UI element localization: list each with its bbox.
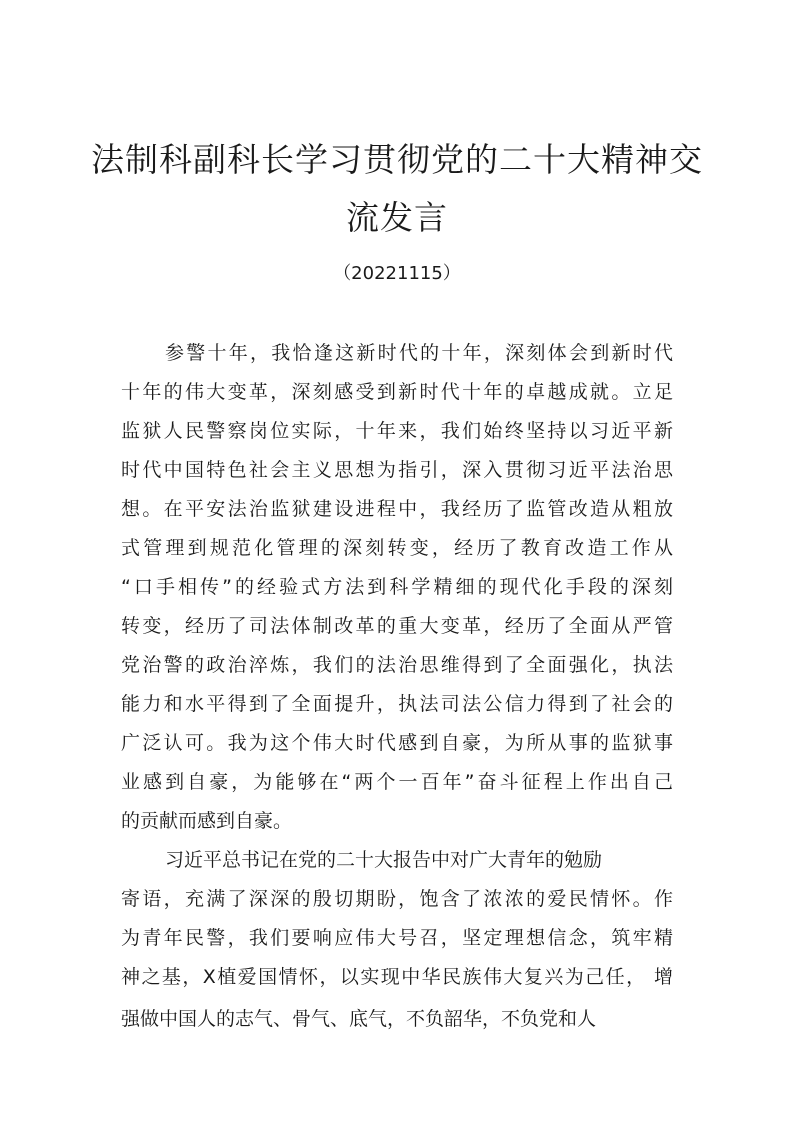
paragraph-2-line-1: 习近平总书记在党的二十大报告中对广大青年的勉励 (165, 849, 603, 871)
paragraph-1-line-6: 式管理到规范化管理的深刻转变，经历了教育改造工作从 (121, 537, 673, 559)
paragraph-1-line-4: 时代中国特色社会主义思想为指引，深入贯彻习近平法治思 (121, 459, 673, 481)
paragraph-1-line-3: 监狱人民警察岗位实际，十年来，我们始终坚持以习近平新 (121, 420, 673, 442)
document-title-line-1: 法制科副科长学习贯彻党的二十大精神交 (91, 140, 703, 179)
paragraph-1-line-12: 业感到自豪，为能够在“两个一百年”奋斗征程上作出自己 (121, 771, 673, 793)
document-date: （20221115） (333, 263, 461, 284)
paragraph-1-line-9: 党治警的政治淬炼，我们的法治思维得到了全面强化，执法 (121, 654, 673, 676)
paragraph-2-line-2: 寄语，充满了深深的殷切期盼，饱含了浓浓的爱民情怀。作 (121, 888, 673, 910)
paragraph-1-line-11: 广泛认可。我为这个伟大时代感到自豪，为所从事的监狱事 (121, 732, 673, 754)
paragraph-2-line-5: 强做中国人的志气、骨气、底气，不负韶华，不负党和人 (121, 1008, 597, 1030)
paragraph-1-line-7: “口手相传”的经验式方法到科学精细的现代化手段的深刻 (121, 576, 673, 598)
document-body (121, 336, 673, 1041)
paragraph-1-line-8: 转变，经历了司法体制改革的重大变革，经历了全面从严管 (121, 615, 673, 637)
paragraph-1-line-1: 参警十年，我恰逢这新时代的十年，深刻体会到新时代 (165, 342, 673, 364)
paragraph-2-line-3: 为青年民警，我们要响应伟大号召，坚定理想信念，筑牢精 (121, 927, 673, 949)
document-title-line-2: 流发言 (346, 198, 448, 237)
paragraph-1-line-13: 的贡献而感到自豪。 (121, 810, 293, 832)
paragraph-1-line-2: 十年的伟大变革，深刻感受到新时代十年的卓越成就。立足 (121, 381, 673, 403)
paragraph-1-line-10: 能力和水平得到了全面提升，执法司法公信力得到了社会的 (121, 693, 673, 715)
paragraph-1-line-5: 想。在平安法治监狱建设进程中，我经历了监管改造从粗放 (121, 498, 673, 520)
paragraph-2-line-4: 神之基，X植爱国情怀，以实现中华民族伟大复兴为己任， 增 (121, 966, 673, 988)
